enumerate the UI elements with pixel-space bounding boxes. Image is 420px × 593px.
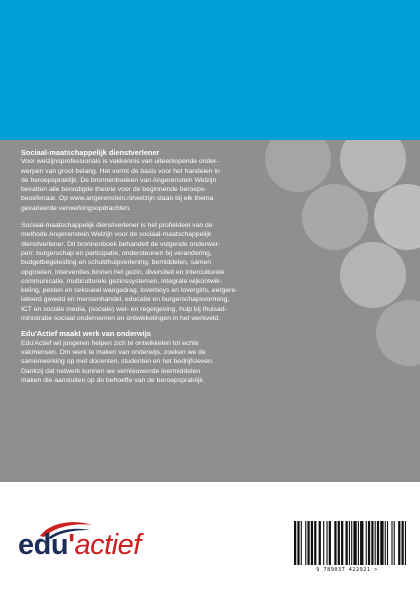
text-line: samenwerking op met docenten, studenten en het bedrijfsleven. [21,358,214,366]
barcode-bar [341,521,343,565]
isbn-digits: 9 789037 422921 > [316,567,378,573]
barcode-bar [368,521,370,565]
text-line: pen: burgerschap en participatie, ondersteunen bij verandering, [21,249,212,257]
barcode-bar [360,521,363,565]
section-heading-eduactief: Edu'Actief maakt werk van onderwijs [21,329,151,339]
barcode-bar [314,521,316,565]
barcode-bar [402,521,404,565]
barcode-bar [334,521,336,565]
barcode-bar [353,521,356,565]
text-line: budgetbegeleiding en schuldhulpverlening, bemiddelen, samen [21,259,212,267]
barcode-bar [305,521,306,565]
barcode-bar [391,521,392,565]
blue-top-band [0,0,420,140]
barcode-bar [375,521,376,565]
text-line: ICT en sociale media, (sociale) wet- en regelgeving, hulp bij thuisad- [21,305,227,313]
logo-actief: actief [74,529,141,561]
barcode-bar [301,521,302,565]
logo-apostrophe: ' [68,529,75,561]
barcode-bar [323,521,324,565]
text-line: Dankzij dat netwerk kunnen we vernieuwende leermiddelen [21,367,201,375]
barcode-bar [351,521,352,565]
section-heading-dienstverlener: Sociaal-maatschappelijk dienstverlener [21,148,160,157]
barcode-bar [338,521,340,565]
barcode-bar [405,521,406,565]
barcode-bar [398,521,400,565]
text-line: Voor welzijnsprofessionals is vakkennis van uiteenlopende onder- [21,158,219,166]
barcode-bar [319,521,321,565]
barcode-bar [358,521,359,565]
text-line: ministratie sociaal ondernemen en ontwikkelingen in het werkveld. [21,315,221,323]
barcode-bar [380,521,383,565]
barcode-bar [329,521,331,565]
text-line: opgroeien, interventies binnen het gezin, diversiteit en interculturele [21,268,225,276]
text-line: werpen van groot belang. Het vormt de basis voor het handelen in [21,167,220,175]
text-line: gevarieerde verwerkingsopdrachten. [21,204,131,212]
text-line: lateerd geweld en mensenhandel, educatie en burgerschapsvorming, [21,296,230,304]
text-line: methode Angerenstein Welzijn voor de sociaal-maatschappelijk [21,231,212,239]
barcode-bar [366,521,367,565]
barcode-bar [387,521,388,565]
text-line: communicatie, multiculturele gezinssystemen, integrale wijkontwik- [21,277,222,285]
barcode-bar [346,521,348,565]
text-line: beoefenaar. Op www.angerenstein.nl/welzijn staan bij elk thema [21,195,214,203]
text-line: Edu'Actief wil jongeren helpen zich te ontwikkelen tot echte [21,339,199,347]
barcode-bar [385,521,386,565]
logo-edu: edu [18,529,69,561]
barcode-bar [297,521,299,565]
barcode-bar [326,521,327,565]
text-line: Sociaal-maatschappelijk dienstverlener is het profieldeel van de [21,222,213,230]
barcode-bars [288,521,406,566]
topics-paragraph [21,221,403,323]
text-line: bevatten alle benodigde theorie voor de beginnende beroeps- [21,186,207,194]
barcode-bar [377,521,379,565]
barcode-bar [394,521,395,565]
text-line: de beroepspraktijk. De bronnenboeken van Angerenstein Welzijn [21,176,217,184]
barcode-bar [311,521,313,565]
barcode-bar [371,521,373,565]
publisher-paragraph [21,339,403,385]
barcode-bar [349,521,350,565]
text-line: dienstverlener. Dit bronnenboek behandelt de volgende onderwer- [21,240,221,248]
barcode-bar [307,521,309,565]
isbn-barcode [288,521,406,573]
back-cover-text [21,146,403,393]
text-line: vakmensen. Om werk te maken van onderwijs, zoeken we de [21,348,206,356]
barcode-bar [294,521,296,565]
logo-wordmark [18,529,141,562]
eduactief-logo [18,520,178,566]
text-line: keling, pesten en seksueel wangedrag, loverboys en lovergirls, eergere- [21,287,238,295]
text-line: maken die aansluiten op de behoefte van de beroepspraktijk. [21,376,205,384]
intro-paragraph [21,157,403,213]
